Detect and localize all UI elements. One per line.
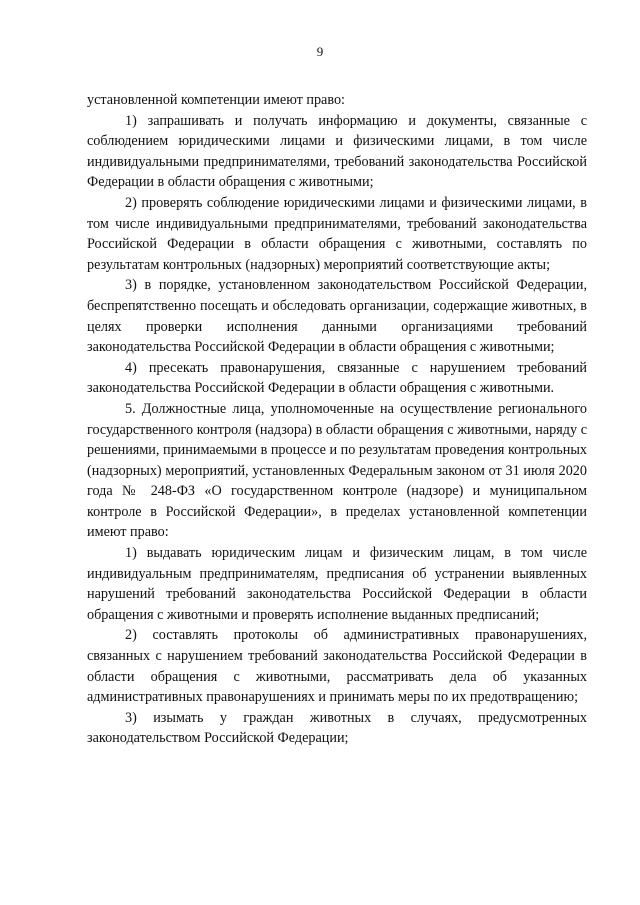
paragraph-competence-intro: установленной компетенции имеют право:: [87, 92, 345, 108]
paragraph-item-3-seize-animals: 3) изымать у граждан животных в случаях, предусмотренных законодательством Российской Федерации;: [87, 709, 587, 747]
paragraph-item-3-visit-organizations: 3) в порядке, установленном законодательством Российской Федерации, беспрепятственно посещать и обследовать организации, содержащие животных, в целях проверки исполнения данными организациями требований законодательства Российской Федерации в области обращения с животными;: [87, 277, 587, 356]
paragraph-item-1-issue-orders: 1) выдавать юридическим лицам и физическим лицам, в том числе индивидуальным предпринимателям, предписания об устранении выявленных нарушений требований законодательства Российской Федерации в области обращения с животными и проверять исполнение выданных предписаний;: [87, 545, 587, 623]
document-body: [87, 90, 587, 749]
page-number: 9: [316, 44, 324, 59]
paragraph-item-2-protocols: 2) составлять протоколы об административных правонарушениях, связанных с нарушением требований законодательства Российской Федерации в области обращения с животными, рассматривать дела об указанных административных правонарушениях и принимать меры по их предотвращению;: [87, 627, 587, 706]
paragraph-section-5: 5. Должностные лица, уполномоченные на осуществление регионального государственного контроля (надзора) в области обращения с животными, наряду с решениями, принимаемыми в процессе и по результатам проведения контрольных (надзорных) мероприятий, установленных Федеральным законом от 31 июля 2020 года № 248-ФЗ «О государственном контроле (надзоре) и муниципальном контроле в Российской Федерации», в пределах установленной компетенции имеют право:: [87, 400, 587, 541]
paragraph-item-4-stop-violations: 4) пресекать правонарушения, связанные с нарушением требований законодательства Российской Федерации в области обращения с животными.: [87, 359, 587, 397]
paragraph-item-2-check-compliance: 2) проверять соблюдение юридическими лицами и физическими лицами, в том числе индивидуальными предпринимателями, требований законодательства Российской Федерации в области обращения с животными, составлять по результатам контрольных (надзорных) мероприятий соответствующие акты;: [87, 194, 587, 273]
paragraph-item-1-request-info: 1) запрашивать и получать информацию и документы, связанные с соблюдением юридическими лицами и физическими лицами, в том числе индивидуальными предпринимателями, требований законодательства Российской Федерации в области обращения с животными;: [87, 112, 587, 191]
